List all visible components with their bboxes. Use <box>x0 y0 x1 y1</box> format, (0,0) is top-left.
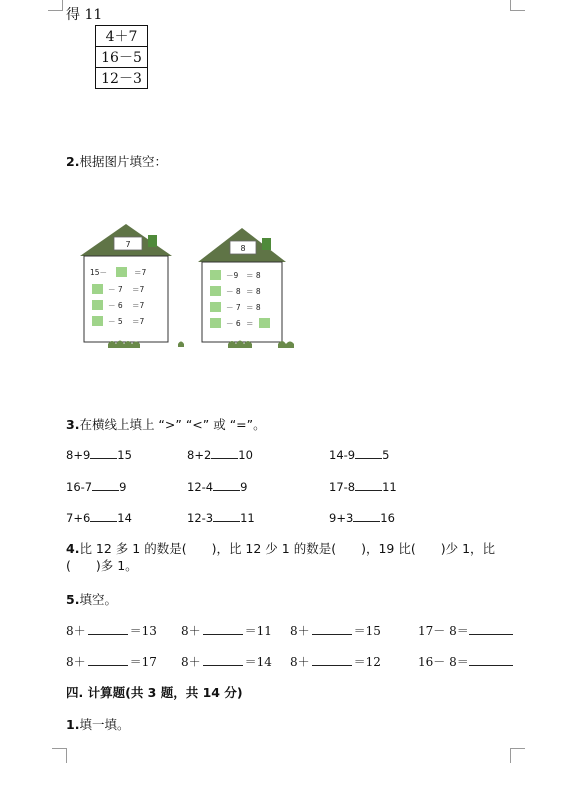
answer-blank[interactable] <box>312 624 352 635</box>
answer-blank[interactable] <box>90 511 117 522</box>
corner-mark-bottom-right <box>510 748 525 763</box>
answer-blank[interactable] <box>213 480 240 491</box>
chimney <box>148 235 157 247</box>
equation-text: ＝ 8 <box>246 271 261 280</box>
answer-blank[interactable] <box>355 448 382 459</box>
question-text: 填空。 <box>79 592 117 607</box>
fill-item: 8＋ ＝11 <box>181 624 272 638</box>
equation-text: ＝7 <box>134 268 147 277</box>
comparison-item: 14-9 5 <box>329 448 390 462</box>
question-text: 根据图片填空： <box>79 154 167 169</box>
expression-cell: 4＋7 <box>96 26 148 47</box>
answer-blank[interactable] <box>353 511 380 522</box>
question-number: 3. <box>66 417 80 432</box>
equation-text: －9 <box>226 271 239 280</box>
answer-blank[interactable] <box>203 655 243 666</box>
expression-table <box>95 25 148 89</box>
fill-item: 8＋ ＝14 <box>181 655 272 669</box>
answer-blank[interactable] <box>469 655 513 666</box>
answer-box <box>210 286 221 296</box>
answer-box <box>210 318 221 328</box>
house-7 <box>80 224 184 348</box>
roof-number: 7 <box>125 240 131 249</box>
answer-blank[interactable] <box>92 480 119 491</box>
answer-blank[interactable] <box>203 624 243 635</box>
answer-box <box>116 267 127 277</box>
answer-box <box>92 300 103 310</box>
equation-text: － 6 <box>108 301 123 310</box>
answer-blank[interactable] <box>88 624 128 635</box>
fill-item: 8＋ ＝15 <box>290 624 381 638</box>
houses-illustration <box>78 222 300 352</box>
comparison-item: 8+9 15 <box>66 448 132 462</box>
equation-text: ＝7 <box>132 285 145 294</box>
section-heading: 四. 计算题(共 3 题，共 14 分) <box>66 685 243 700</box>
house-8 <box>198 228 294 348</box>
expression-cell: 12－3 <box>96 68 148 89</box>
question-2 <box>66 152 167 170</box>
grass <box>228 341 252 349</box>
result-label: 得 11 <box>66 7 103 23</box>
question-text: 在横线上填上 “>” “<” 或 “=”。 <box>79 417 266 432</box>
fill-item: 8＋ ＝17 <box>66 655 157 669</box>
equation-text: － 7 <box>108 285 123 294</box>
comparison-item: 17-8 11 <box>329 480 397 494</box>
equation-text: － 7 <box>226 303 241 312</box>
answer-box <box>210 302 221 312</box>
answer-box <box>92 284 103 294</box>
answer-blank[interactable] <box>469 624 513 635</box>
fill-item: 17－ 8＝ <box>418 622 513 639</box>
question-1 <box>66 715 129 733</box>
question-number: 1. <box>66 717 80 732</box>
equation-text: ＝ 8 <box>246 287 261 296</box>
fill-item: 8＋ ＝12 <box>290 655 381 669</box>
question-4 <box>66 540 506 574</box>
answer-box <box>259 318 270 328</box>
answer-blank[interactable] <box>312 655 352 666</box>
comparison-item: 7+6 14 <box>66 511 132 525</box>
question-number: 2. <box>66 154 80 169</box>
comparison-item: 12-4 9 <box>187 480 248 494</box>
question-text: 填一填。 <box>79 717 130 732</box>
answer-box <box>92 316 103 326</box>
answer-blank[interactable] <box>90 448 117 459</box>
question-text: 比 12 多 1 的数是( )，比 12 少 1 的数是( )，19 比( )少 1，比( )多 1。 <box>66 541 496 573</box>
grass <box>178 342 184 348</box>
equation-text: 15－ <box>90 268 108 277</box>
equation-text: ＝7 <box>132 317 145 326</box>
answer-box <box>210 270 221 280</box>
answer-blank[interactable] <box>211 448 238 459</box>
question-number: 4. <box>66 541 80 556</box>
question-5 <box>66 590 117 608</box>
comparison-item: 9+3 16 <box>329 511 395 525</box>
roof-number: 8 <box>240 244 246 253</box>
corner-mark-bottom-left <box>52 748 67 763</box>
answer-blank[interactable] <box>213 511 240 522</box>
corner-mark-top-left <box>48 0 63 11</box>
expression-cell: 16－5 <box>96 47 148 68</box>
comparison-item: 12-3 11 <box>187 511 255 525</box>
question-number: 5. <box>66 592 80 607</box>
equation-text: ＝ <box>246 319 254 328</box>
question-3 <box>66 415 266 433</box>
comparison-item: 16-7 9 <box>66 480 127 494</box>
fill-item: 8＋ ＝13 <box>66 624 157 638</box>
fill-item: 16－ 8＝ <box>418 653 513 670</box>
answer-blank[interactable] <box>88 655 128 666</box>
chimney <box>262 238 271 250</box>
equation-text: ＝7 <box>132 301 145 310</box>
answer-blank[interactable] <box>355 480 382 491</box>
equation-text: － 8 <box>226 287 241 296</box>
equation-text: － 5 <box>108 317 123 326</box>
comparison-item: 8+2 10 <box>187 448 253 462</box>
equation-text: － 6 <box>226 319 241 328</box>
corner-mark-top-right <box>510 0 525 11</box>
grass <box>278 341 294 348</box>
equation-text: ＝ 8 <box>246 303 261 312</box>
